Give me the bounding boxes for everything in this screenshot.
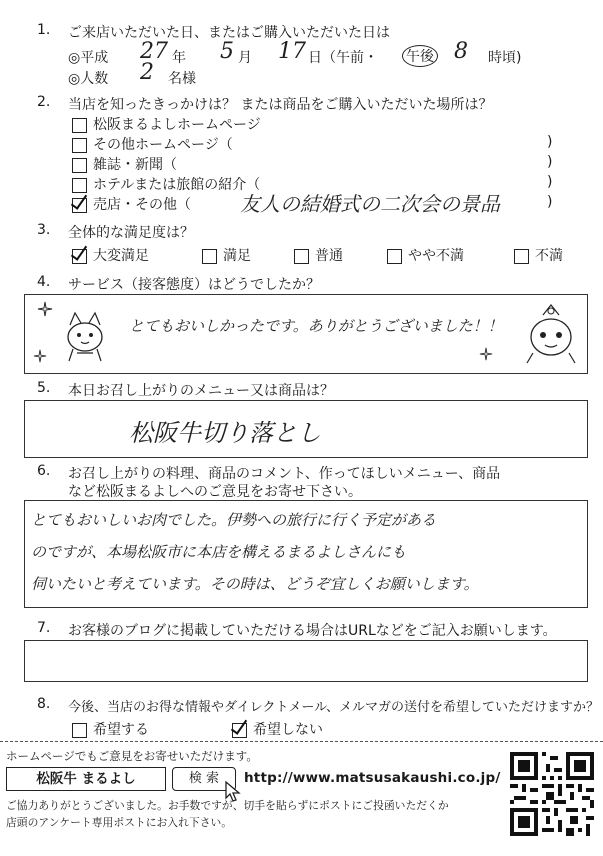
footer-url[interactable]: http://www.matsusakaushi.co.jp/: [244, 770, 501, 786]
q2-option-0[interactable]: 松阪まるよしホームページ: [72, 114, 261, 134]
checkbox-checked[interactable]: [72, 249, 87, 264]
paren-close: ): [547, 194, 553, 210]
q1-label: ご来店いただいた日、またはご購入いただいた日は: [68, 25, 390, 41]
checkbox[interactable]: [387, 249, 402, 264]
q8-number: 8.: [37, 696, 51, 712]
sparkle-icon: [33, 349, 47, 363]
q2-option-1[interactable]: その他ホームページ（: [72, 134, 233, 154]
doodle-character-icon: [521, 303, 581, 367]
footer-thanks-line2: 店頭のアンケート専用ポストにお入れ下さい。: [6, 816, 233, 829]
footer-brand: 松阪牛 まるよし: [6, 767, 166, 791]
people-unit: 名様: [168, 71, 196, 87]
footer-divider: [0, 741, 603, 742]
month-value: 5: [220, 39, 234, 64]
q2-option-2[interactable]: 雑誌・新聞（: [72, 154, 177, 174]
q1-number: 1.: [37, 22, 51, 38]
checkbox[interactable]: [72, 723, 87, 738]
pm-circled: 午後: [402, 45, 438, 67]
month-unit: 月: [238, 50, 252, 66]
checkbox[interactable]: [514, 249, 529, 264]
q6-answer-box[interactable]: [24, 500, 588, 608]
footer-thanks-line1: ご協力ありがとうございました。お手数ですが、切手を貼らずにポストにご投函いただくか: [6, 799, 449, 812]
paren-close: ): [547, 174, 553, 190]
year-value: 27: [140, 39, 168, 64]
q4-number: 4.: [37, 274, 51, 290]
checkbox[interactable]: [202, 249, 217, 264]
q2-option-4[interactable]: 売店・その他（: [72, 194, 191, 214]
people-prefix: ◎人数: [68, 71, 109, 87]
q2-number: 2.: [37, 94, 51, 110]
q6-answer-line: 伺いたいと考えています。その時は、どうぞ宜しくお願いします。: [31, 575, 479, 593]
q6-number: 6.: [37, 463, 51, 479]
q7-answer-box[interactable]: [24, 640, 588, 682]
day-unit: 日（午前・: [308, 50, 378, 66]
checkbox-checked[interactable]: [232, 723, 247, 738]
q5-label: 本日お召し上がりのメニュー又は商品は？: [68, 383, 334, 399]
q2-label: 当店を知ったきっかけは？ または商品をご購入いただいた場所は？: [68, 97, 493, 113]
paren-close: ): [547, 154, 553, 170]
search-label: 検 索: [188, 771, 220, 786]
year-unit: 年: [172, 50, 186, 66]
q5-answer: 松阪牛切り落とし: [129, 419, 321, 447]
checkbox[interactable]: [72, 158, 87, 173]
q3-number: 3.: [37, 222, 51, 238]
q8-label: 今後、当店のお得な情報やダイレクトメール、メルマガの送付を希望していただけますか？: [68, 700, 600, 715]
sparkle-icon: [479, 347, 493, 361]
qr-code-icon: [510, 752, 594, 836]
checkbox-checked[interactable]: [72, 198, 87, 213]
doodle-character-icon: [55, 307, 115, 367]
q4-answer-box[interactable]: [24, 294, 588, 374]
q8-option-0[interactable]: 希望する: [72, 719, 149, 739]
q6-answer-line: のですが、本場松阪市に本店を構えるまるよしさんにも: [31, 543, 407, 561]
checkbox[interactable]: [72, 138, 87, 153]
people-value: 2: [140, 60, 154, 85]
hour-unit: 時頃): [488, 50, 522, 66]
q1-people-row: [68, 60, 368, 90]
q6-answer-line: とてもおいしいお肉でした。伊勢への旅行に行く予定がある: [31, 511, 437, 529]
hour-value: 8: [454, 39, 468, 64]
checkbox[interactable]: [72, 118, 87, 133]
q6-label-line2: など松阪まるよしへのご意見をお寄せ下さい。: [68, 484, 362, 500]
q7-label: お客様のブログに掲載していただける場合はURLなどをご記入お願いします。: [68, 623, 557, 639]
q3-option-0[interactable]: 大変満足: [72, 245, 149, 265]
q3-option-1[interactable]: 満足: [202, 245, 251, 265]
q5-answer-box[interactable]: [24, 400, 588, 458]
q3-option-2[interactable]: 普通: [294, 245, 343, 265]
date-prefix: ◎平成: [68, 50, 109, 66]
q2-other-answer: 友人の結婚式の二次会の景品: [240, 192, 500, 216]
checkbox[interactable]: [294, 249, 309, 264]
q3-option-3[interactable]: やや不満: [387, 245, 464, 265]
paren-close: ): [547, 134, 553, 150]
sparkle-icon: [37, 301, 53, 317]
checkbox[interactable]: [72, 178, 87, 193]
q3-label: 全体的な満足度は？: [68, 225, 194, 241]
q6-label-line1: お召し上がりの料理、商品のコメント、作ってほしいメニュー、商品: [68, 466, 501, 482]
q3-option-4[interactable]: 不満: [514, 245, 563, 265]
q5-number: 5.: [37, 380, 51, 396]
footer-hp-note: ホームページでもご意見をお寄せいただけます。: [6, 749, 258, 763]
q4-label: サービス（接客態度）はどうでしたか？: [68, 277, 320, 293]
q4-answer: とてもおいしかったです。ありがとうございました！！: [129, 317, 503, 335]
day-value: 17: [278, 39, 306, 64]
q8-option-1[interactable]: 希望しない: [232, 719, 323, 739]
q7-number: 7.: [37, 620, 51, 636]
q2-option-3[interactable]: ホテルまたは旅館の紹介（: [72, 174, 260, 194]
